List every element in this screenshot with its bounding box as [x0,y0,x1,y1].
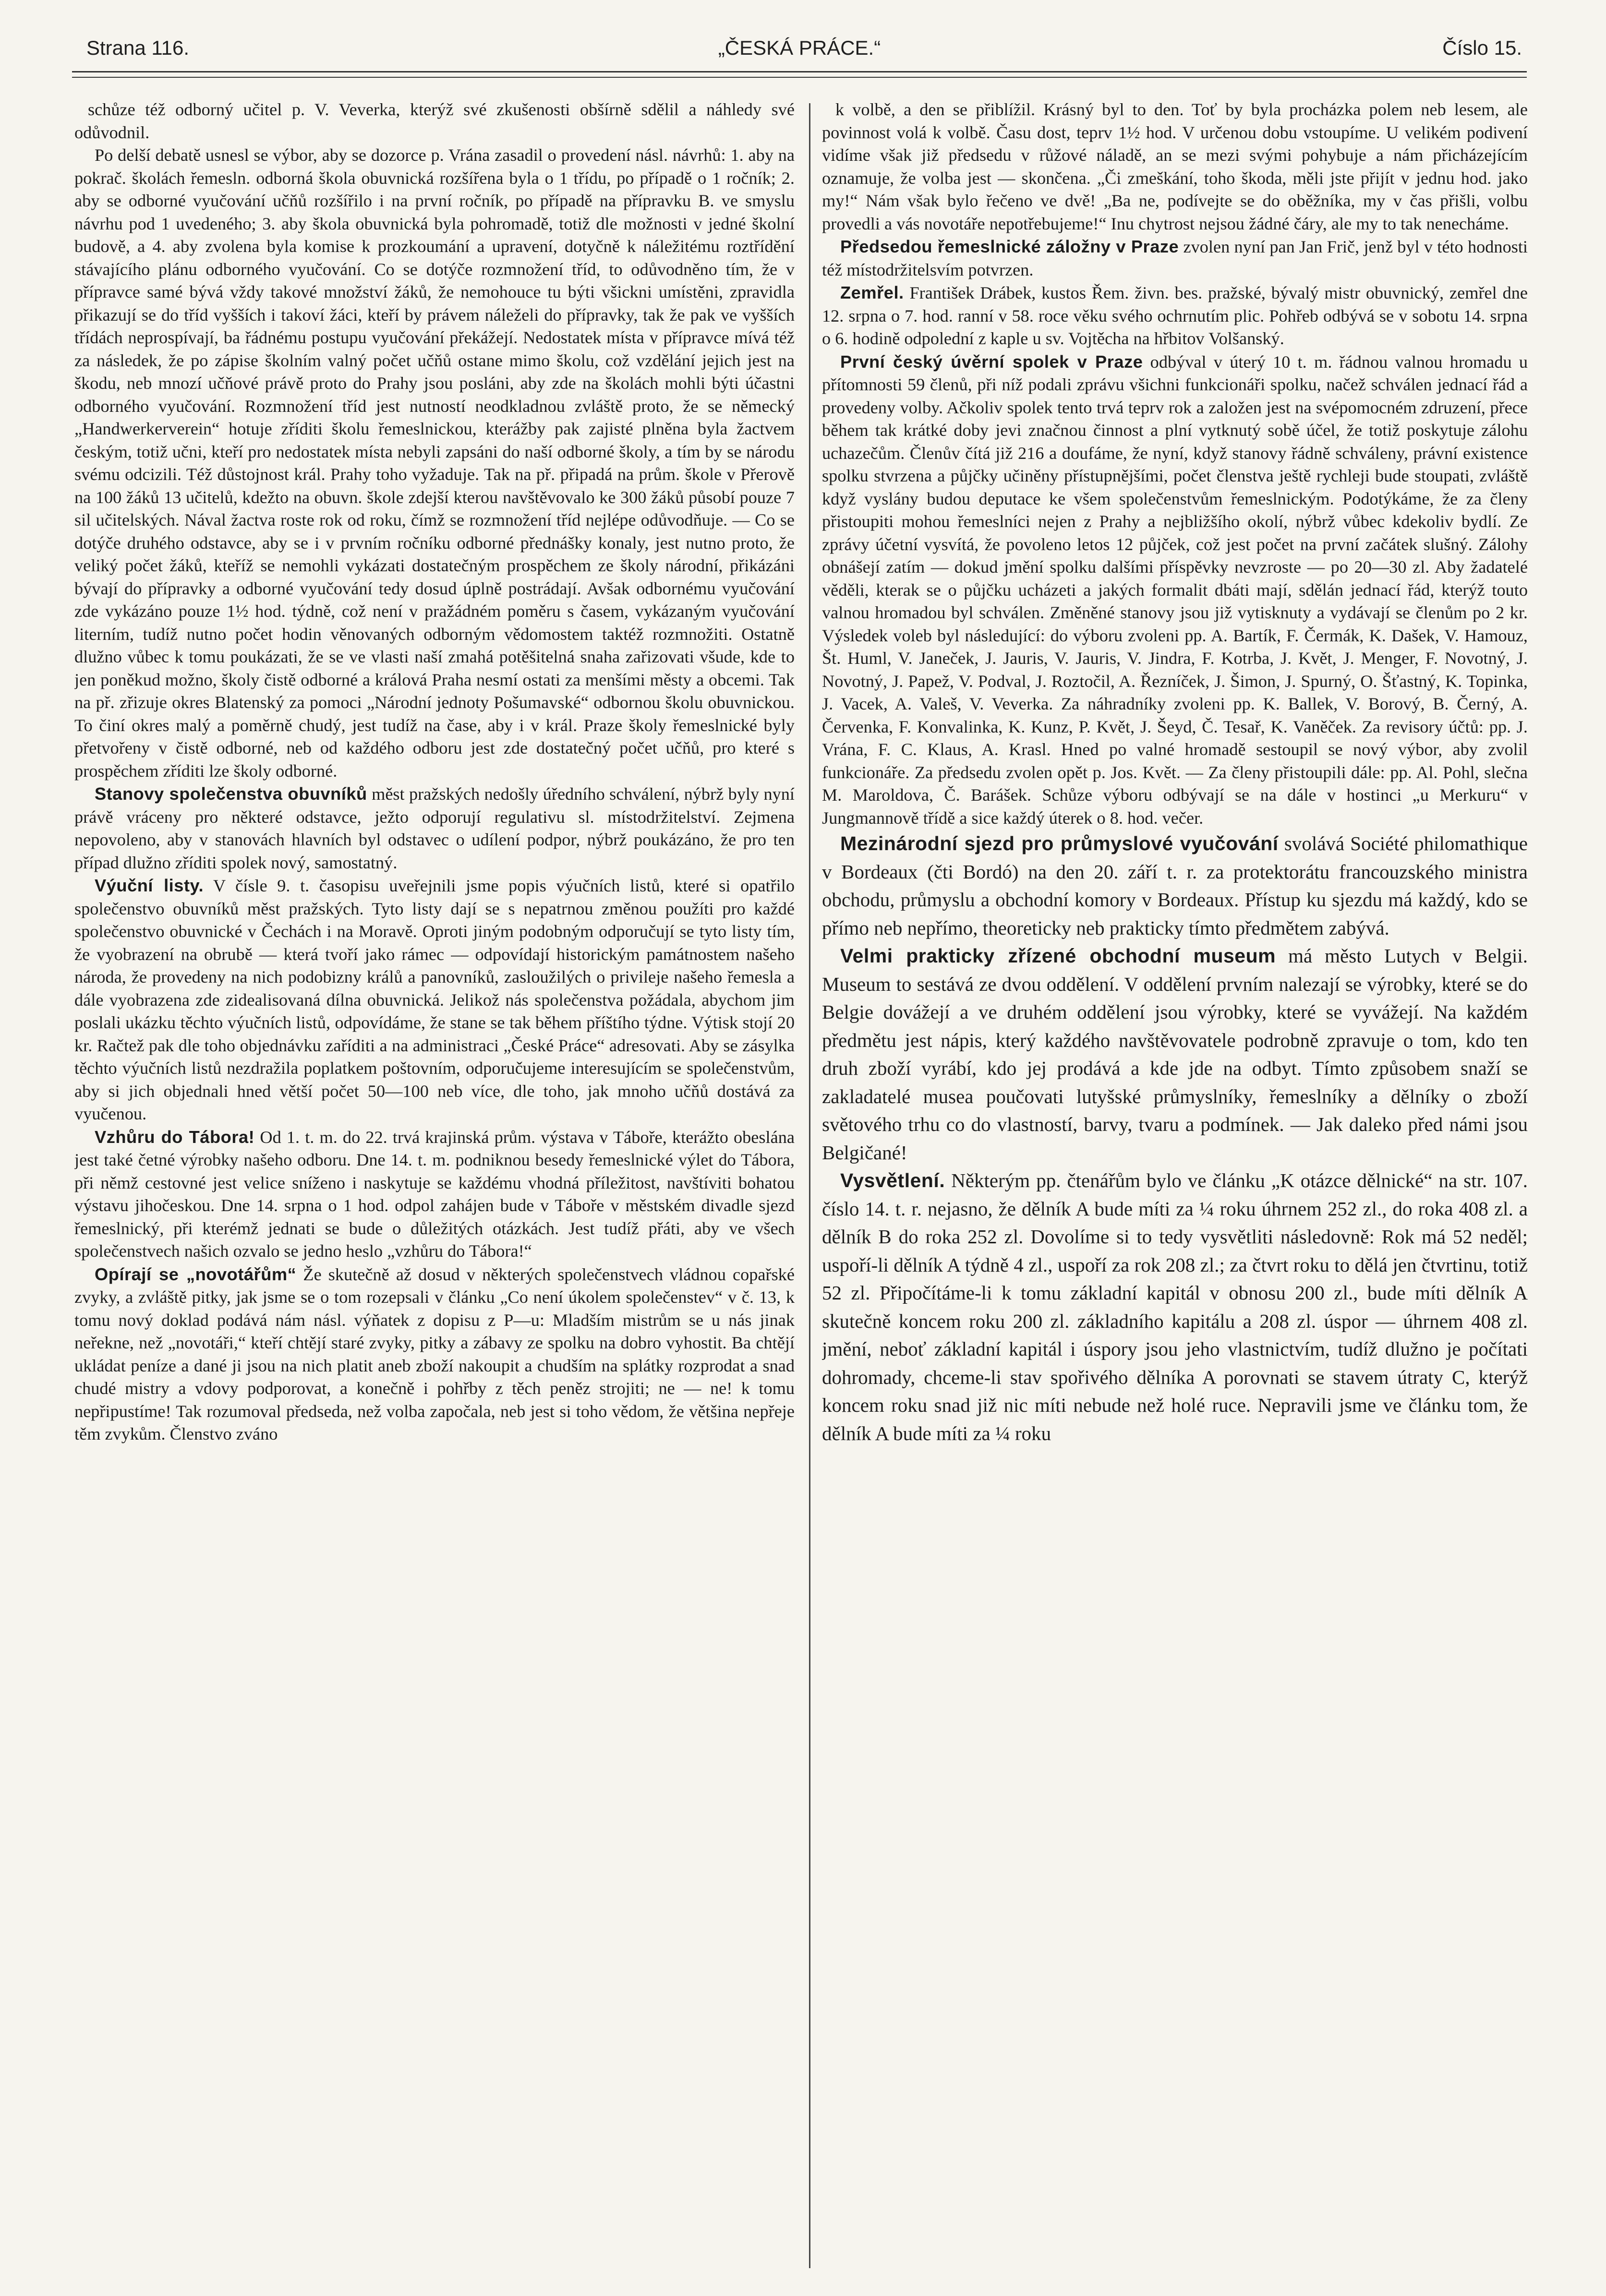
article-heading: Opírají se „novotářům“ [95,1264,297,1284]
article-heading: Předsedou řemeslnické záložny v Praze [840,237,1179,256]
article-vysvetleni [822,1166,1528,1447]
article-heading: Vysvětlení. [840,1169,945,1191]
article-text: Od 1. t. m. do 22. trvá krajinská prům. výstava v Táboře, kterážto obeslána jest také četné výrobky našeho odboru. Dne 14. t. m. podniknou besedy řemeslnické výlet do Tábora, při němž cestovné jest velice sníženo i naskytuje se každému vhodná příležitost, navštíviti bohatou výstavu jihočeskou. Dne 14. srpna o 1 hod. odpol zahájen bude v Táboře v městském divadle sjezd řemeslnický, při kterémž jednati se bude o důležitých otázkách. Jest tudíž přáti, aby ve všech společenstvech našich ozvalo se jedno heslo „vzhůru do Tábora!“ [74,1127,795,1261]
article-text: svolává Société philomathique v Bordeaux (čti Bordó) na den 20. září t. r. za protektorátu francouzského ministra obchodu, průmyslu a obchodní komory v Bordeaux. Přístup ku sjezdu má každý, kdo se přímo neb nepřímo, theoreticky neb prakticky tímto předmětem zabývá. [822,832,1528,939]
article-heading: Zemřel. [840,283,904,302]
article-vzhuru-do-tabora [74,1126,795,1263]
article-zalozna [822,235,1528,281]
article-text: zvolen nyní pan Jan Frič, jenž byl v této hodnosti též místodržitelsvím potvrzen. [822,237,1528,279]
article-heading: Velmi prakticky zřízené obchodní museum [840,945,1276,967]
article-heading: První český úvěrní spolek v Praze [840,351,1143,372]
issue-number: Číslo 15. [1442,36,1522,59]
article-novotari [74,1263,795,1446]
article-sjezd [822,829,1528,942]
article-paragraph [74,144,795,782]
article-vyucni-listy [74,874,795,1126]
article-heading: Vzhůru do Tábora! [95,1127,255,1147]
article-zemrel [822,281,1528,350]
article-text: odbýval v úterý 10 t. m. řádnou valnou hromadu u přítomnosti 59 členů, při níž podali zprávu všichni funkcionáři spolku, načež schválen jednací řád a provedeny volby. Ačkoliv spolek tento trvá teprv rok a založen jest na svépomocném zdruzení, přece během tak krátké doby jevi značnou činnost a plní vytknutý sobě účel, že totiž poskytuje zálohu uchazečům. Členův čítá již 216 a doufáme, že nyní, když stanovy řádně schváleny, právní existence spolku stvrzena a půjčky učiněny přístupnějšími, počet členstva ještě rychleji bude stoupati, zvláště když vyslány budou deputace ke všem společenstvům řemeslnickým. Podotýkáme, že za členy přistoupiti mohou řemeslníci nejen z Prahy a nejbližšího okolí, nýbrž vůbec kdekoliv bydlí. Ze zprávy účetní vysvítá, že povoleno letos 12 půjček, což jest počet na první začátek slušný. Zálohy obnášejí zatím — dokud jmění spolku dalšími příspěvky nevzroste — po 20—30 zl. Aby žadatelé věděli, kterak se o půjčku ucházeti a jakých formalit dbáti mají, sdělán jednací řád, kterýž touto valnou hromadou byl schválen. Změněné stanovy jsou již vytisknuty a vydávají se členům po 2 kr. Výsledek voleb byl následující: do výboru zvoleni pp. A. Bartík, F. Čermák, K. Dašek, V. Hamouz, Št. Huml, V. Janeček, J. Jauris, V. Jauris, V. Jindra, F. Kotrba, J. Květ, J. Menger, F. Novotný, J. Novotný, J. Papež, V. Podval, J. Roztočil, A. Řezníček, J. Šimon, J. Spurný, O. Šťastný, K. Topinka, J. Vacek, A. Valeš, V. Veverka. Za náhradníky zvoleni pp. K. Ballek, V. Borový, B. Černý, A. Červenka, F. Konvalinka, K. Kunz, P. Květ, J. Šeyd, Č. Tesař, K. Vaněček. Za revisory účtů: pp. J. Vrána, F. C. Klaus, A. Krasl. Hned po valné hromadě sestoupil se nový výbor, aby zvolil funkcionáře. Za předsedu zvolen opět p. Jos. Květ. — Za členy přistoupili dále: pp. Al. Pohl, slečna M. Maroldova, Č. Barášek. Schůze výboru odbývají se na dále v hostinci „u Merkuru“ v Jungmannově třídě a sice každý úterek o 8. hod. večer. [822,352,1528,828]
page-number: Strana 116. [86,36,190,59]
right-column [822,98,1528,2278]
paragraph-text: Po delší debatě usnesl se výbor, aby se dozorce p. Vrána zasadil o provedení násl. návrhů: 1. aby na pokrač. školách řemesln. odborná škola obuvnická rozšířena byla o 1 třídu, po případě o 1 ročník; 2. aby se odborné vyučování učňů rozšířilo i na první ročník, po případě na přípravku B. ve smyslu návrhu pod 1 uvedeného; 3. aby škola obuvnická byla pohromadě, totiž dle možnosti v jedné školní budově, a 4. aby zvolena byla komise k prozkoumání a upravení, dotyčně k náležitému roztřídění stávajícího plánu odborného vyučování. Co se dotýče rozmnožení tříd, to odůvodněno tím, že v přípravce samé bývá vždy takové množství žáků, že nemohouce tu býti všickni umístěni, zpravidla přikazují se do tříd vyšších i takoví žáci, kteří by právem náleželi do přípravky, tak že pak ve vyšších třídách neprospívají, ba řádnému postupu vyučování překážejí. Nedostatek místa v přípravce mívá též za následek, že po zápise školním valný počet učňů ostane mimo školu, což vzdělání jejich jest na škodu, neb mnozí učňové právě proto do Prahy jsou posláni, aby zde na školách mohli býti účastni odborného vyučování. Rozmnožení tříd jest nutností neodkladnou zvláště proto, že se německý „Handwerkerverein“ hotuje zříditi školu řemeslnickou, kterážby pak zajisté plněna byla žactvem českým, totiž učni, kteří pro nedostatek místa nebyli zapsáni do naší odborné školy, a tím by se národu svému odcizili. Též důstojnost král. Prahy toho vyžaduje. Tak na př. připadá na prům. škole v Přerově na 100 žáků 13 učitelů, kdežto na obuvn. škole zdejší kterou navštěvovalo ke 300 žáků působí pouze 7 sil učitelských. Nával žactva roste rok od roku, čímž se rozmnožení tříd nejlépe odůvodňuje. — Co se dotýče druhého odstavce, aby se i v prvním ročníku odborné přednášky konaly, jest nutno proto, že veliký počet žáků, kteříž se nemohli vykázati dostatečným prospěchem ze školy národní, přikázáni bývají do přípravky a odborné vyučování tedy dosud úplně postrádají. Avšak odbornému vyučování zde vykázáno pouze 1½ hod. týdně, což není v pražádném poměru s časem, vykázaným vyučování literním, tudíž nutno počet hodin věnovaných odborným vědomostem taktéž rozmnožiti. Ostatně dlužno vůbec k tomu poukázati, že se ve vlasti naší zmahá potěšitelná snaha zařizovati všude, kde to jen poněkud možno, školy čistě odborné a králová Praha nesmí ostati za menšími městy a obcemi. Tak na př. zřizuje okres Blatenský za pomoci „Národní jednoty Pošumavské“ odbornou školu obuvnickou. To činí okres malý a poměrně chudý, jest tudíž na čase, aby i v král. Praze školy řemeslnické byly přetvořeny v čistě odborné, neb od každého odboru jest zde dostatečný počet učňů, pro které s prospěchem zříditi lze školy odborné. [74,145,795,781]
column-divider [809,103,810,2268]
left-column [74,98,795,2278]
article-heading: Mezinárodní sjezd pro průmyslové vyučování [840,832,1279,854]
article-heading: Stanovy společenstva obuvníků [95,784,367,804]
article-text: Že skutečně až dosud v některých společenstvech vládnou copařské zvyky, a zvláště pitky, jak jsme se o tom rozepsali v článku „Co není úkolem společenstev“ v č. 13, k tomu nový doklad podává nám násl. výňatek z dopisu z P—u: Mladším mistrům se u nás jinak neřekne, než „novotáři,“ kteří chtějí staré zvyky, pitky a zábavy ze spolku na dobro vyhostit. Ba chtějí ukládat peníze a dané ji jsou na nich platit aneb zboží nakoupit a chudším na splátky rozprodat a snad chudé mistry a vdovy podporovat, a konečně i pohřby z těch peněz strojiti; ne — ne! k tomu nepřipustíme! Tak rozumoval předseda, než volba započala, neb jest si toho vědom, že většina nepřeje těm zvykům. Členstvo zváno [74,1264,795,1443]
article-paragraph [74,98,795,144]
article-heading: Výuční listy. [95,876,204,895]
article-stanovy [74,782,795,874]
article-text: František Drábek, kustos Řem. živn. bes. pražské, bývalý mistr obuvnický, zemřel dne 12. srpna o 7. hod. ranní v 58. roce věku svého ochrnutím plic. Pohřeb odbývá se v sobotu 14. srpna o 6. hodině odpolední z kaple u sv. Vojtěcha na hřbitov Volšanský. [822,283,1528,348]
article-uverni-spolek [822,350,1528,830]
journal-title: „ČESKÁ PRÁCE.“ [718,36,881,59]
article-paragraph [822,98,1528,235]
article-text: má město Lutych v Belgii. Museum to sestává ze dvou oddělení. V oddělení prvním nalezají se výrobky, které se do Belgie dovážejí a ve druhém oddělení jsou výrobky, které se vyvážejí. Na každém předmětu jest nápis, který každého navštěvovatele podrobně zpravuje o tom, kdo ten druh zboží vyrábí, kdo jej prodává a kde jde na odbyt. Tímto způsobem snaží se zakladatelé musea poučovati lutyšské průmyslníky, řemeslníky a dělníky o zboží světového trhu co do vlastností, barvy, tvaru a podmínek. — Jak daleko před námi jsou Belgičané! [822,945,1528,1164]
article-text: měst pražských nedošly úředního schválení, nýbrž byly nyní právě vráceny pro některé odstavce, ježto odporují regulativu sl. místodržitelství. Zejmena nepovoleno, aby v stanovách hlavních byl odstavec o udílení podpor, nýbrž poukázáno, že pro ten případ dlužno zříditi spolek nový, samostatný. [74,784,795,872]
paragraph-text: schůze též odborný učitel p. V. Veverka, kterýž své zkušenosti obšírně sdělil a náhledy své odůvodnil. [74,100,795,142]
article-text: V čísle 9. t. časopisu uveřejnili jsme popis výučních listů, které si opatřilo společenstvo obuvníků měst pražských. Tyto listy dají se s nepatrnou změnou použíti pro každé společenstvo obuvnické v Čechách i na Moravě. Oproti jiným podobným odporučují se tyto listy tím, že vyobrazení na obrubě — která tvoří jako rámec — odpovídají historickým památnostem našeho národa, že provedeny na nich podobizny králů a panovníků, zasloužilých o privileje našeho řemesla a dále vyobrazena zde zidealisovaná dílna obuvnická. Jelikož nás společenstva požádala, abychom jim poslali ukázku těchto výučních listů, odpovídáme, že stane se tak během příštího týdne. Výtisk stojí 20 kr. Račtež pak dle toho objednávku zaříditi a na administraci „České Práce“ adresovati. Aby se zásylka těchto výučních listů nezdražila poplatkem poštovním, odporučujeme interesujícím se společenstvům, aby si jich objednali hned větší počet 50—100 neb více, dle toho, jak mnoho učňů dostává za vyučenou. [74,876,795,1123]
article-text: Některým pp. čtenářům bylo ve článku „K otázce dělnické“ na str. 107. číslo 14. t. r. nejasno, že dělník A bude míti za ¼ roku úhrnem 252 zl., do roka 408 zl. a dělník B do roka 252 zl. Dovolíme si to tedy vysvětliti následovně: Rok má 52 neděl; uspoří-li dělník A týdně 4 zl., uspoří za rok 208 zl.; za čtvrt roku to dělá jen čtvrtinu, totiž 52 zl. Připočítáme-li k tomu základní kapitál v obnosu 200 zl., bude míti dělník A skutečně koncem roku 200 zl. základního kapitálu a 208 zl. úspor — úhrnem 408 zl. jmění, neboť základní kapitál i úspory jsou jeho vlastnictvím, tudíž dlužno je počítati dohromady, chceme-li stav spořivého dělníka A porovnati se stavem útraty C, kterýž koncem roku snad již nic míti nebude než holé ruce. Nepravili jsme ve článku tom, že dělník A bude míti za ¼ roku [822,1169,1528,1444]
header-rule-bottom [72,77,1527,78]
header-rule-top [72,71,1527,72]
article-museum [822,942,1528,1166]
paragraph-text: k volbě, a den se přiblížil. Krásný byl to den. Toť by byla procházka polem neb lesem, ale povinnost volá k volbě. Času dost, teprv 1½ hod. V určenou dobu vstoupíme. U velikém podivení vidíme však již předsedu v růžové náladě, an se mezi svými pohybuje a nám přicházejícím oznamuje, že volba jest — skončena. „Či zmeškání, toho škoda, měli jste přijít v jednu hod. jako my!“ Nám však bylo řečeno ve dvě! „Ba ne, podívejte se do oběžníka, my v čas přišli, volbu provedli a vás novotáře nepotřebujeme!“ Inu chytrost nejsou žádné čáry, ale my to tak nenecháme. [822,100,1528,233]
page-header [72,28,1527,76]
